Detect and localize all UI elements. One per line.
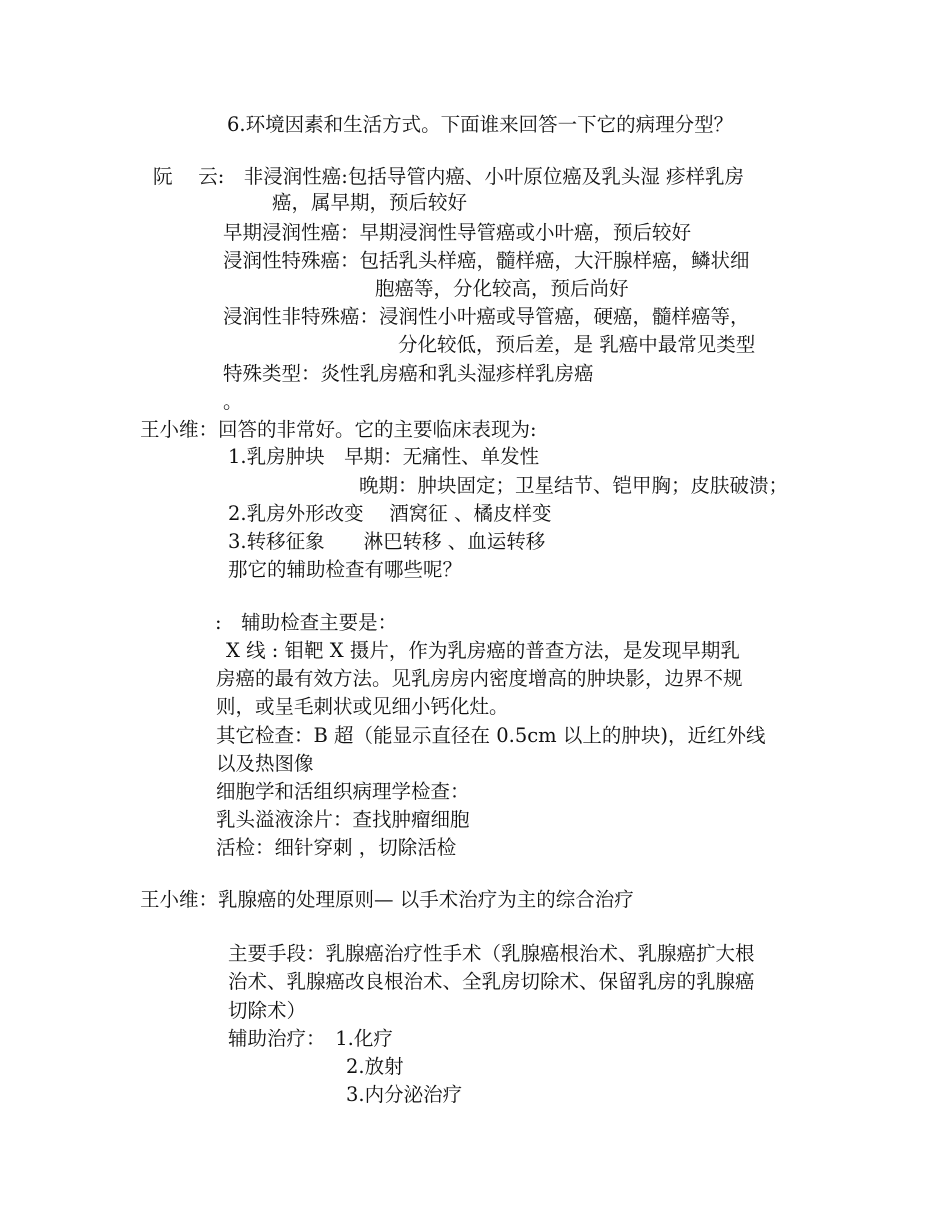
text-line: 王小维：乳腺癌的处理原则— 以手术治疗为主的综合治疗 — [140, 888, 634, 911]
text-line: 辅助治疗： 1.化疗 — [228, 1027, 393, 1050]
text-line: 治术、乳腺癌改良根治术、全乳房切除术、保留乳房的乳腺癌 — [228, 970, 755, 993]
text-line: 细胞学和活组织病理学检查： — [216, 780, 470, 803]
text-line: 乳头溢液涂片：查找肿瘤细胞 — [216, 808, 470, 831]
text-line: 切除术） — [228, 999, 307, 1022]
text-line: 房癌的最有效方法。见乳房房内密度增高的肿块影，边界不规 — [216, 667, 743, 690]
text-line: 6.环境因素和生活方式。下面谁来回答一下它的病理分型？ — [227, 113, 734, 136]
text-line: 王小维：回答的非常好。它的主要临床表现为: — [140, 418, 537, 441]
text-line: 其它检查：B 超（能显示直径在 0.5cm 以上的肿块)，近红外线 — [216, 724, 766, 747]
text-line: 3.转移征象 淋巴转移 、血运转移 — [228, 530, 546, 553]
text-line: 胞癌等，分化较高，预后尚好 — [375, 277, 629, 300]
text-line: 2.放射 — [346, 1055, 404, 1078]
text-line: 那它的辅助检查有哪些呢？ — [228, 558, 463, 581]
text-line: 阮 云: 非浸润性癌:包括导管内癌、小叶原位癌及乳头湿 疹样乳房 — [153, 165, 745, 188]
text-line: 主要手段：乳腺癌治疗性手术（乳腺癌根治术、乳腺癌扩大根 — [228, 942, 755, 965]
text-line: 以及热图像 — [216, 752, 314, 775]
text-line: 浸润性特殊癌：包括乳头样癌，髓样癌，大汗腺样癌，鳞状细 — [223, 249, 750, 272]
text-line: 。 — [223, 390, 243, 413]
text-line: 早期浸润性癌：早期浸润性导管癌或小叶癌，预后较好 — [223, 221, 692, 244]
text-line: 则，或呈毛刺状或见细小钙化灶。 — [216, 695, 509, 718]
text-line: 分化较低，预后差，是 乳癌中最常见类型 — [398, 333, 756, 356]
text-line: 浸润性非特殊癌：浸润性小叶癌或导管癌，硬癌，髓样癌等， — [223, 305, 750, 328]
text-line: 活检：细针穿刺 ，切除活检 — [216, 836, 457, 859]
text-line: 晚期：肿块固定；卫星结节、铠甲胸；皮肤破溃； — [359, 474, 789, 497]
text-line: : 辅助检查主要是： — [215, 611, 398, 634]
text-line: 特殊类型：炎性乳房癌和乳头湿疹样乳房癌 — [223, 362, 594, 385]
text-line: 2.乳房外形改变 酒窝征 、橘皮样变 — [228, 502, 552, 525]
text-line: 1.乳房肿块 早期：无痛性、单发性 — [228, 445, 540, 468]
text-line: X 线 : 钼靶 X 摄片，作为乳房癌的普查方法，是发现早期乳 — [226, 639, 740, 662]
text-line: 癌，属早期，预后较好 — [272, 191, 468, 214]
text-line: 3.内分泌治疗 — [346, 1083, 463, 1106]
